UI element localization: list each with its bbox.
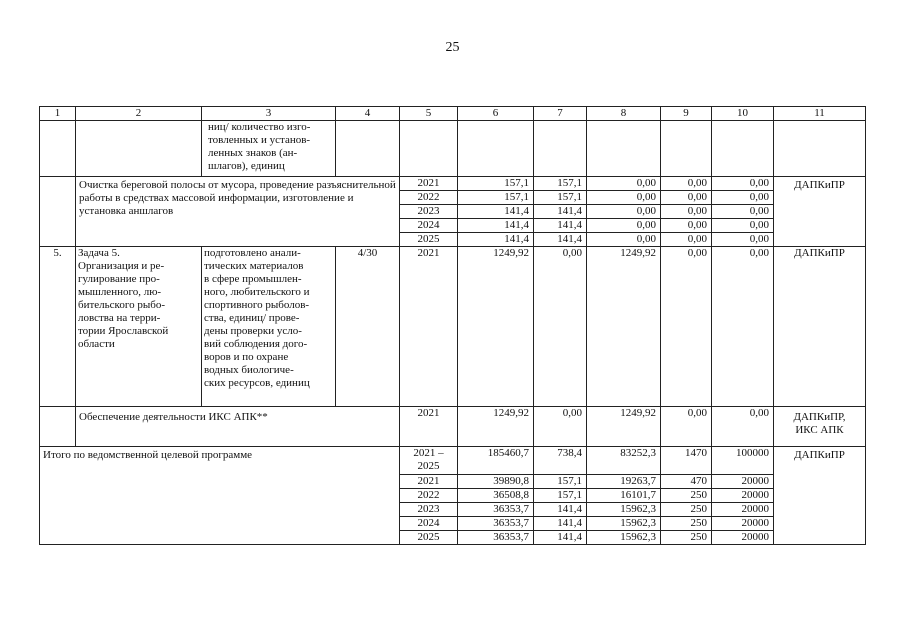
col-header: 8 [587, 107, 661, 121]
table-row [40, 177, 866, 191]
col-header: 6 [458, 107, 534, 121]
amount-cell: 141,4 [534, 205, 587, 219]
amount-cell: 141,4 [534, 531, 587, 545]
amount-cell: 141,4 [534, 219, 587, 233]
col-header: 11 [774, 107, 866, 121]
header-row [40, 107, 866, 121]
amount-cell: 20000 [712, 517, 774, 531]
amount-cell: 0,00 [661, 219, 712, 233]
year-cell: 2021 [400, 247, 458, 407]
amount-cell: 20000 [712, 531, 774, 545]
amount-cell: 1249,92 [587, 407, 661, 447]
amount-cell: 36508,8 [458, 489, 534, 503]
amount-cell: 0,00 [712, 233, 774, 247]
amount-cell: 0,00 [661, 407, 712, 447]
indicator-value: 4/30 [336, 247, 400, 407]
total-row [40, 447, 866, 475]
amount-cell: 39890,8 [458, 475, 534, 489]
total-label: Итого по ведомственной целевой программе [40, 447, 400, 545]
empty-cell [40, 177, 76, 247]
year-cell: 2024 [400, 219, 458, 233]
year-cell: 2024 [400, 517, 458, 531]
col-header: 1 [40, 107, 76, 121]
amount-cell: 250 [661, 503, 712, 517]
year-cell: 2022 [400, 191, 458, 205]
col-header: 7 [534, 107, 587, 121]
amount-cell: 1249,92 [458, 247, 534, 407]
amount-cell: 0,00 [712, 205, 774, 219]
activity-name: Очистка береговой полосы от мусора, проведение разъяснительной работы в средствах массовой информации, изготовление и установка аншлагов [76, 177, 400, 247]
amount-cell: 141,4 [534, 503, 587, 517]
table-row [40, 407, 866, 447]
amount-cell: 141,4 [534, 517, 587, 531]
amount-cell: 15962,3 [587, 517, 661, 531]
activity-name: Обеспечение деятельности ИКС АПК** [76, 407, 400, 447]
amount-cell: 0,00 [661, 191, 712, 205]
col-header: 3 [202, 107, 336, 121]
amount-cell: 0,00 [534, 247, 587, 407]
year-cell: 2023 [400, 503, 458, 517]
col-header: 10 [712, 107, 774, 121]
year-cell: 2025 [400, 233, 458, 247]
executor-cell: ДАПКиПР [774, 247, 866, 407]
amount-cell: 19263,7 [587, 475, 661, 489]
amount-cell: 1470 [661, 447, 712, 475]
amount-cell: 0,00 [661, 247, 712, 407]
amount-cell: 157,1 [458, 177, 534, 191]
task-number: 5. [40, 247, 76, 407]
task-indicator: подготовлено анали- тических материалов в сфере промышлен- ного, любительского и спортивного рыболов- ства, единиц/ прове- дены проверки усло- вий соблюдения дого- воров и по охране водных биологиче- ских ресурсов, единиц [202, 247, 336, 407]
amount-cell: 0,00 [587, 219, 661, 233]
amount-cell: 250 [661, 517, 712, 531]
amount-cell: 1249,92 [587, 247, 661, 407]
amount-cell: 0,00 [587, 177, 661, 191]
amount-cell: 0,00 [661, 177, 712, 191]
amount-cell: 141,4 [458, 233, 534, 247]
amount-cell: 0,00 [712, 177, 774, 191]
col-header: 4 [336, 107, 400, 121]
amount-cell: 0,00 [587, 191, 661, 205]
indicator-continuation: ниц/ количество изго- товленных и установ- ленных знаков (ан- шлагов), единиц [202, 121, 336, 177]
executor-cell: ДАПКиПР [774, 177, 866, 247]
amount-cell: 36353,7 [458, 503, 534, 517]
amount-cell: 0,00 [661, 233, 712, 247]
amount-cell: 0,00 [587, 205, 661, 219]
amount-cell: 157,1 [458, 191, 534, 205]
amount-cell: 157,1 [534, 191, 587, 205]
amount-cell: 141,4 [458, 205, 534, 219]
amount-cell: 185460,7 [458, 447, 534, 475]
amount-cell: 0,00 [661, 205, 712, 219]
amount-cell: 16101,7 [587, 489, 661, 503]
year-cell: 2021 – 2025 [400, 447, 458, 475]
amount-cell: 250 [661, 531, 712, 545]
amount-cell: 141,4 [458, 219, 534, 233]
amount-cell: 157,1 [534, 177, 587, 191]
executor-cell: ДАПКиПР, ИКС АПК [774, 407, 866, 447]
amount-cell: 100000 [712, 447, 774, 475]
year-cell: 2023 [400, 205, 458, 219]
amount-cell: 83252,3 [587, 447, 661, 475]
program-table [39, 106, 866, 545]
year-cell: 2021 [400, 475, 458, 489]
amount-cell: 0,00 [712, 407, 774, 447]
amount-cell: 0,00 [712, 191, 774, 205]
amount-cell: 250 [661, 489, 712, 503]
amount-cell: 0,00 [712, 247, 774, 407]
page-number: 25 [445, 40, 460, 55]
amount-cell: 0,00 [534, 407, 587, 447]
amount-cell: 36353,7 [458, 531, 534, 545]
amount-cell: 20000 [712, 489, 774, 503]
amount-cell: 1249,92 [458, 407, 534, 447]
amount-cell: 470 [661, 475, 712, 489]
task-row [40, 247, 866, 407]
amount-cell: 20000 [712, 475, 774, 489]
amount-cell: 157,1 [534, 475, 587, 489]
amount-cell: 15962,3 [587, 531, 661, 545]
empty-cell [40, 407, 76, 447]
col-header: 9 [661, 107, 712, 121]
amount-cell: 0,00 [712, 219, 774, 233]
amount-cell: 36353,7 [458, 517, 534, 531]
col-header: 5 [400, 107, 458, 121]
continuation-row [40, 121, 866, 177]
amount-cell: 157,1 [534, 489, 587, 503]
year-cell: 2021 [400, 177, 458, 191]
amount-cell: 141,4 [534, 233, 587, 247]
amount-cell: 15962,3 [587, 503, 661, 517]
executor-cell: ДАПКиПР [774, 447, 866, 545]
col-header: 2 [76, 107, 202, 121]
year-cell: 2022 [400, 489, 458, 503]
amount-cell: 20000 [712, 503, 774, 517]
year-cell: 2025 [400, 531, 458, 545]
task-name: Задача 5. Организация и ре- гулирование про- мышленного, лю- бительского рыбо- ловства на терри- тории Ярославской области [76, 247, 202, 407]
amount-cell: 0,00 [587, 233, 661, 247]
amount-cell: 738,4 [534, 447, 587, 475]
year-cell: 2021 [400, 407, 458, 447]
